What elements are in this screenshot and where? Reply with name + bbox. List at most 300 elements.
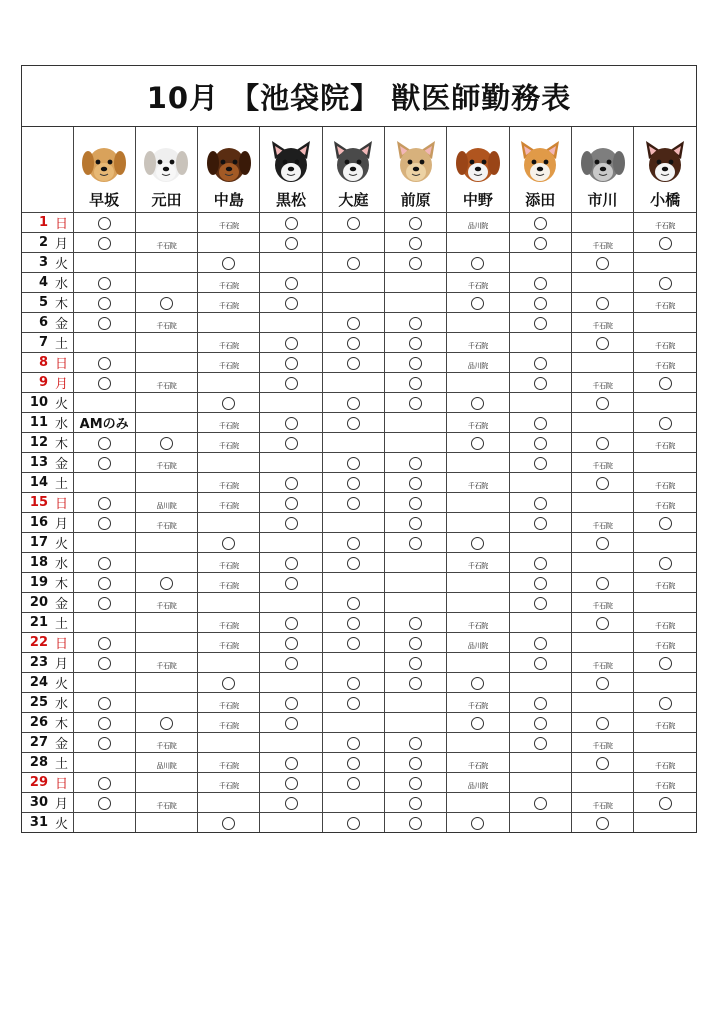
schedule-cell (571, 333, 633, 353)
on-duty-circle-icon (98, 277, 111, 290)
schedule-cell (634, 733, 696, 753)
on-duty-circle-icon (347, 757, 360, 770)
branch-label: 千石院 (655, 722, 676, 730)
on-duty-circle-icon (98, 217, 111, 230)
schedule-cell (634, 633, 696, 653)
schedule-cell (571, 273, 633, 293)
on-duty-circle-icon (285, 437, 298, 450)
day-number: 5 (22, 293, 52, 313)
on-duty-circle-icon (534, 237, 547, 250)
on-duty-circle-icon (534, 217, 547, 230)
on-duty-circle-icon (659, 557, 672, 570)
schedule-cell (322, 253, 384, 273)
schedule-cell (73, 713, 135, 733)
branch-label: 千石院 (592, 462, 613, 470)
schedule-cell (260, 493, 322, 513)
doctor-name: 大庭 (338, 191, 369, 209)
schedule-cell (509, 573, 571, 593)
on-duty-circle-icon (534, 657, 547, 670)
schedule-cell (509, 293, 571, 313)
table-row (22, 353, 696, 373)
schedule-cell (198, 733, 260, 753)
schedule-cell (322, 493, 384, 513)
on-duty-circle-icon (659, 417, 672, 430)
on-duty-circle-icon (409, 237, 422, 250)
schedule-cell (384, 413, 446, 433)
on-duty-circle-icon (98, 357, 111, 370)
day-number: 12 (22, 433, 52, 453)
schedule-cell (447, 333, 509, 353)
on-duty-circle-icon (659, 377, 672, 390)
schedule-cell (384, 253, 446, 273)
doctor-header-row (22, 127, 696, 213)
schedule-cell (135, 593, 197, 613)
dog-frenchie-icon (260, 139, 321, 187)
schedule-cell (322, 393, 384, 413)
on-duty-circle-icon (596, 717, 609, 730)
schedule-cell (571, 233, 633, 253)
on-duty-circle-icon (347, 337, 360, 350)
schedule-cell (198, 393, 260, 413)
schedule-cell (198, 553, 260, 573)
branch-label: 千石院 (156, 522, 177, 530)
on-duty-circle-icon (347, 417, 360, 430)
branch-label: 千石院 (218, 622, 239, 630)
table-row (22, 413, 696, 433)
schedule-cell (198, 273, 260, 293)
schedule-cell (73, 633, 135, 653)
branch-label: 品川院 (156, 502, 177, 510)
on-duty-circle-icon (347, 597, 360, 610)
on-duty-circle-icon (534, 557, 547, 570)
on-duty-circle-icon (285, 477, 298, 490)
day-number: 22 (22, 633, 52, 653)
schedule-cell (571, 213, 633, 233)
schedule-cell (322, 453, 384, 473)
on-duty-circle-icon (409, 377, 422, 390)
weekday: 金 (52, 313, 73, 333)
schedule-cell (509, 733, 571, 753)
on-duty-circle-icon (596, 577, 609, 590)
doctor-name: 中野 (462, 191, 493, 209)
schedule-cell (135, 673, 197, 693)
schedule-cell (198, 493, 260, 513)
on-duty-circle-icon (659, 797, 672, 810)
schedule-cell (571, 753, 633, 773)
schedule-cell (634, 553, 696, 573)
schedule-cell (135, 753, 197, 773)
day-number: 25 (22, 693, 52, 713)
on-duty-circle-icon (471, 717, 484, 730)
table-row (22, 813, 696, 833)
schedule-cell (634, 793, 696, 813)
schedule-cell (260, 733, 322, 753)
weekday: 日 (52, 493, 73, 513)
weekday: 火 (52, 253, 73, 273)
branch-label: 千石院 (655, 442, 676, 450)
weekday: 金 (52, 453, 73, 473)
branch-label: 千石院 (218, 782, 239, 790)
branch-label: 千石院 (156, 802, 177, 810)
schedule-cell (384, 793, 446, 813)
branch-label: 千石院 (592, 602, 613, 610)
title-box (22, 66, 696, 127)
on-duty-circle-icon (471, 677, 484, 690)
schedule-cell (135, 573, 197, 593)
schedule-cell (135, 633, 197, 653)
branch-label: 千石院 (592, 742, 613, 750)
on-duty-circle-icon (596, 257, 609, 270)
schedule-cell (198, 533, 260, 553)
on-duty-circle-icon (409, 757, 422, 770)
schedule-cell (260, 613, 322, 633)
schedule-cell (509, 253, 571, 273)
schedule-cell (260, 653, 322, 673)
on-duty-circle-icon (98, 737, 111, 750)
schedule-cell (198, 313, 260, 333)
schedule-cell (198, 753, 260, 773)
branch-label: 千石院 (655, 302, 676, 310)
schedule-cell (447, 453, 509, 473)
schedule-cell (509, 793, 571, 813)
branch-label: 千石院 (655, 582, 676, 590)
on-duty-circle-icon (98, 317, 111, 330)
schedule-cell (447, 593, 509, 613)
schedule-cell (322, 233, 384, 253)
doctor-name: 前原 (400, 191, 431, 209)
branch-label: 千石院 (218, 302, 239, 310)
branch-label: 千石院 (592, 382, 613, 390)
schedule-cell (571, 473, 633, 493)
schedule-cell (322, 373, 384, 393)
schedule-cell (634, 613, 696, 633)
on-duty-circle-icon (285, 297, 298, 310)
schedule-cell (447, 473, 509, 493)
on-duty-circle-icon (409, 677, 422, 690)
schedule-cell (571, 573, 633, 593)
dog-shihtzu-icon (136, 139, 197, 187)
schedule-cell (384, 353, 446, 373)
schedule-cell (73, 733, 135, 753)
schedule-cell (447, 413, 509, 433)
on-duty-circle-icon (409, 357, 422, 370)
on-duty-circle-icon (534, 377, 547, 390)
schedule-cell (634, 813, 696, 833)
schedule-cell (322, 573, 384, 593)
schedule-cell (135, 533, 197, 553)
on-duty-circle-icon (409, 457, 422, 470)
on-duty-circle-icon (285, 797, 298, 810)
schedule-cell (73, 473, 135, 493)
day-number: 18 (22, 553, 52, 573)
table-row (22, 693, 696, 713)
on-duty-circle-icon (596, 297, 609, 310)
schedule-cell (260, 453, 322, 473)
schedule-cell (634, 493, 696, 513)
on-duty-circle-icon (534, 457, 547, 470)
doctor-name: 市川 (587, 191, 618, 209)
schedule-cell (571, 493, 633, 513)
schedule-cell (447, 753, 509, 773)
on-duty-circle-icon (347, 697, 360, 710)
schedule-cell (447, 353, 509, 373)
on-duty-circle-icon (409, 737, 422, 750)
schedule-cell (322, 713, 384, 733)
schedule-cell (509, 653, 571, 673)
on-duty-circle-icon (98, 657, 111, 670)
schedule-cell (260, 373, 322, 393)
on-duty-circle-icon (160, 437, 173, 450)
on-duty-circle-icon (347, 497, 360, 510)
schedule-cell (135, 433, 197, 453)
on-duty-circle-icon (160, 577, 173, 590)
table-row (22, 513, 696, 533)
on-duty-circle-icon (534, 737, 547, 750)
schedule-cell (571, 613, 633, 633)
on-duty-circle-icon (285, 577, 298, 590)
schedule-cell (634, 433, 696, 453)
schedule-cell (384, 533, 446, 553)
doctor-header (571, 127, 633, 213)
schedule-cell (260, 533, 322, 553)
on-duty-circle-icon (409, 477, 422, 490)
schedule-cell (447, 613, 509, 633)
on-duty-circle-icon (409, 497, 422, 510)
schedule-cell (198, 573, 260, 593)
day-number: 13 (22, 453, 52, 473)
schedule-cell (509, 213, 571, 233)
schedule-cell (322, 273, 384, 293)
schedule-cell (73, 413, 135, 433)
on-duty-circle-icon (471, 397, 484, 410)
schedule-cell (447, 813, 509, 833)
schedule-cell (322, 333, 384, 353)
branch-label: 千石院 (655, 222, 676, 230)
on-duty-circle-icon (596, 397, 609, 410)
on-duty-circle-icon (347, 257, 360, 270)
schedule-cell (260, 313, 322, 333)
branch-label: 千石院 (655, 482, 676, 490)
schedule-cell (509, 533, 571, 553)
on-duty-circle-icon (534, 797, 547, 810)
branch-label: 千石院 (655, 642, 676, 650)
branch-label: 千石院 (592, 802, 613, 810)
on-duty-circle-icon (98, 717, 111, 730)
schedule-cell (198, 773, 260, 793)
dog-schnauzer-icon (572, 139, 633, 187)
schedule-cell (447, 733, 509, 753)
on-duty-circle-icon (347, 357, 360, 370)
on-duty-circle-icon (98, 457, 111, 470)
schedule-cell (509, 473, 571, 493)
schedule-cell (73, 553, 135, 573)
schedule-cell (322, 773, 384, 793)
schedule-cell (509, 553, 571, 573)
on-duty-circle-icon (409, 337, 422, 350)
on-duty-circle-icon (409, 537, 422, 550)
on-duty-circle-icon (659, 657, 672, 670)
schedule-cell (322, 473, 384, 493)
on-duty-circle-icon (409, 517, 422, 530)
schedule-cell (135, 373, 197, 393)
schedule-cell (322, 513, 384, 533)
schedule-cell (73, 673, 135, 693)
branch-label: 千石院 (156, 742, 177, 750)
branch-label: 千石院 (218, 582, 239, 590)
schedule-cell (509, 513, 571, 533)
schedule-cell (135, 213, 197, 233)
branch-label: 千石院 (156, 382, 177, 390)
schedule-cell (571, 253, 633, 273)
on-duty-circle-icon (285, 717, 298, 730)
schedule-cell (384, 233, 446, 253)
table-row (22, 753, 696, 773)
schedule-cell (634, 233, 696, 253)
schedule-cell (198, 473, 260, 493)
branch-label: 千石院 (467, 282, 488, 290)
schedule-cell (384, 633, 446, 653)
branch-label: 千石院 (218, 702, 239, 710)
schedule-cell (73, 813, 135, 833)
schedule-cell (634, 533, 696, 553)
on-duty-circle-icon (98, 777, 111, 790)
schedule-cell (260, 813, 322, 833)
schedule-cell (73, 573, 135, 593)
schedule-cell (135, 313, 197, 333)
schedule-cell (260, 273, 322, 293)
schedule-cell (322, 693, 384, 713)
schedule-cell (322, 753, 384, 773)
schedule-cell (571, 673, 633, 693)
schedule-cell (509, 773, 571, 793)
branch-label: 千石院 (156, 662, 177, 670)
on-duty-circle-icon (409, 217, 422, 230)
schedule-cell (509, 813, 571, 833)
schedule-cell (135, 693, 197, 713)
on-duty-circle-icon (160, 297, 173, 310)
header-corner (22, 127, 73, 213)
schedule-cell (634, 353, 696, 373)
table-row (22, 313, 696, 333)
day-number: 30 (22, 793, 52, 813)
on-duty-circle-icon (98, 377, 111, 390)
schedule-cell (73, 493, 135, 513)
weekday: 水 (52, 273, 73, 293)
schedule-cell (73, 233, 135, 253)
schedule-cell (73, 273, 135, 293)
schedule-cell (384, 613, 446, 633)
on-duty-circle-icon (347, 557, 360, 570)
schedule-cell (509, 233, 571, 253)
on-duty-circle-icon (534, 317, 547, 330)
schedule-cell (634, 333, 696, 353)
schedule-cell (260, 633, 322, 653)
schedule-cell (509, 453, 571, 473)
weekday: 日 (52, 773, 73, 793)
schedule-cell (198, 613, 260, 633)
branch-label: 千石院 (592, 242, 613, 250)
branch-label: 千石院 (467, 622, 488, 630)
on-duty-circle-icon (347, 397, 360, 410)
on-duty-circle-icon (347, 457, 360, 470)
schedule-cell (73, 433, 135, 453)
on-duty-circle-icon (285, 657, 298, 670)
branch-label: 品川院 (467, 782, 488, 790)
day-number: 28 (22, 753, 52, 773)
schedule-cell (260, 593, 322, 613)
doctor-header (447, 127, 509, 213)
branch-label: 千石院 (467, 562, 488, 570)
weekday: 土 (52, 473, 73, 493)
branch-label: 品川院 (156, 762, 177, 770)
on-duty-circle-icon (596, 617, 609, 630)
schedule-cell (135, 553, 197, 573)
on-duty-circle-icon (659, 697, 672, 710)
on-duty-circle-icon (222, 397, 235, 410)
weekday: 日 (52, 213, 73, 233)
schedule-cell (260, 353, 322, 373)
schedule-cell (260, 293, 322, 313)
weekday: 土 (52, 753, 73, 773)
schedule-cell (135, 613, 197, 633)
schedule-cell (509, 613, 571, 633)
weekday: 月 (52, 373, 73, 393)
on-duty-circle-icon (98, 637, 111, 650)
on-duty-circle-icon (98, 437, 111, 450)
on-duty-circle-icon (285, 357, 298, 370)
weekday: 日 (52, 353, 73, 373)
day-number: 10 (22, 393, 52, 413)
schedule-cell (73, 313, 135, 333)
schedule-cell (447, 253, 509, 273)
schedule-cell (198, 233, 260, 253)
table-row (22, 453, 696, 473)
on-duty-circle-icon (409, 797, 422, 810)
schedule-cell (634, 453, 696, 473)
table-row (22, 493, 696, 513)
schedule-cell (135, 333, 197, 353)
branch-label: 千石院 (156, 242, 177, 250)
weekday: 金 (52, 733, 73, 753)
schedule-cell (198, 413, 260, 433)
table-row (22, 653, 696, 673)
schedule-cell (322, 313, 384, 333)
on-duty-circle-icon (534, 577, 547, 590)
on-duty-circle-icon (98, 557, 111, 570)
on-duty-circle-icon (596, 757, 609, 770)
weekday: 土 (52, 333, 73, 353)
weekday: 日 (52, 633, 73, 653)
on-duty-circle-icon (285, 277, 298, 290)
schedule-cell (384, 393, 446, 413)
schedule-cell (634, 373, 696, 393)
table-row (22, 233, 696, 253)
schedule-cell (384, 733, 446, 753)
branch-label: 千石院 (218, 222, 239, 230)
schedule-cell (260, 573, 322, 593)
branch-label: 千石院 (218, 362, 239, 370)
schedule-cell (322, 633, 384, 653)
schedule-cell (571, 513, 633, 533)
on-duty-circle-icon (98, 297, 111, 310)
on-duty-circle-icon (534, 437, 547, 450)
schedule-cell (322, 413, 384, 433)
schedule-cell (73, 513, 135, 533)
on-duty-circle-icon (222, 677, 235, 690)
schedule-cell (509, 673, 571, 693)
day-number: 26 (22, 713, 52, 733)
schedule-cell (509, 493, 571, 513)
